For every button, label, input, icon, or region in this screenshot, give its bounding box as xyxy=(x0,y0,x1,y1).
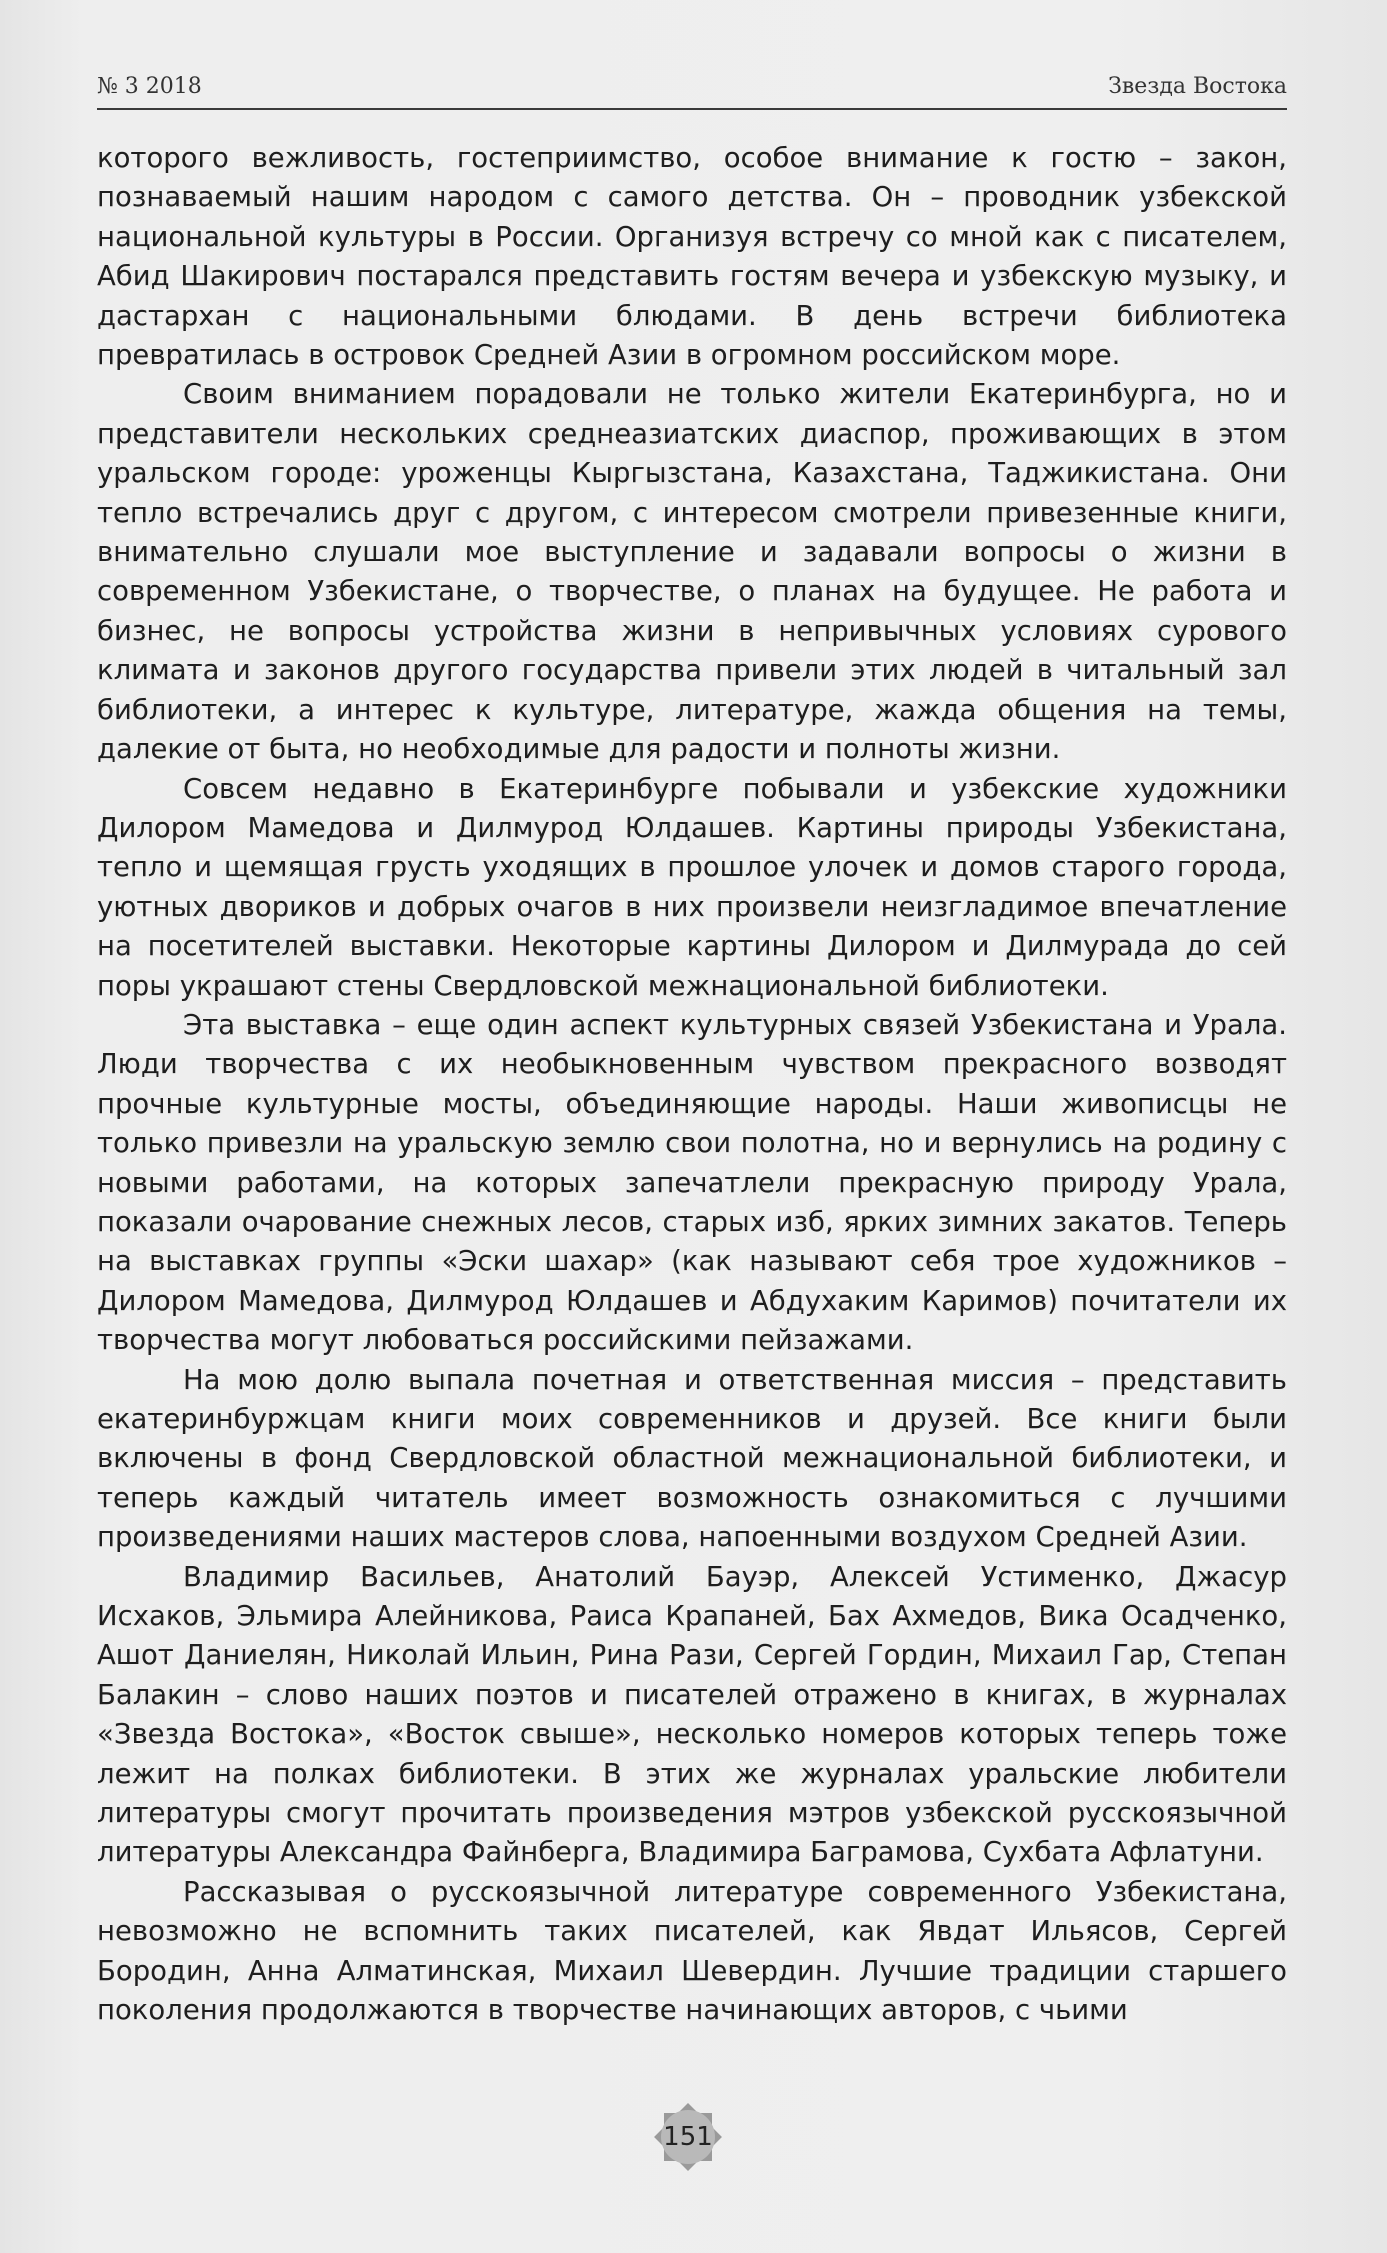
paragraph: Своим вниманием порадовали не только жители Екатеринбурга, но и представители нескольких среднеазиатских диаспор, проживающих в этом уральском городе: уроженцы Кыргызстана, Казахстана, Таджикистана. Они тепло встречались друг с другом, с интересом смотрели привезенные книги, внимательно слушали мое выступление и задавали вопросы о жизни в современном Узбекистане, о творчестве, о планах на будущее. Не работа и бизнес, не вопросы устройства жизни в непривычных условиях сурового климата и законов другого государства привели этих людей в читальный зал библиотеки, а интерес к культуре, литературе, жажда общения на темы, далекие от быта, но необходимые для радости и полноты жизни. xyxy=(97,378,1287,766)
paragraph: которого вежливость, гостеприимство, особое внимание к гостю – закон, познаваемый нашим народом с самого детства. Он – проводник узбекской национальной культуры в России. Организуя встречу со мной как с писателем, Абид Шакирович постарался представить гостям вечера и узбекскую музыку, и дастархан с национальными блюдами. В день встречи библиотека превратилась в островок Средней Азии в огромном российском море. xyxy=(97,142,1287,372)
article-body xyxy=(97,139,1287,2031)
paragraph: Совсем недавно в Екатеринбурге побывали и узбекские художники Дилором Мамедова и Дилмурод Юлдашев. Картины природы Узбекистана, тепло и щемящая грусть уходящих в прошлое улочек и домов старого города, уютных двориков и добрых очагов в них произвели неизгладимое впечатление на посетителей выставки. Некоторые картины Дилором и Дилмурада до сей поры украшают стены Свердловской межнациональной библиотеки. xyxy=(97,772,1287,1002)
journal-title: Звезда Востока xyxy=(1108,74,1287,99)
paragraph: Владимир Васильев, Анатолий Бауэр, Алексей Устименко, Джасур Исхаков, Эльмира Алейникова, Раиса Крапаней, Бах Ахмедов, Вика Осадченко, Ашот Даниелян, Николай Ильин, Рина Рази, Сергей Гордин, Михаил Гар, Степан Балакин – слово наших поэтов и писателей отражено в книгах, в журналах «Звезда Востока», «Восток свыше», несколько номеров которых теперь тоже лежит на полках библиотеки. В этих же журналах уральские любители литературы смогут прочитать произведения мэтров узбекской русскоязычной литературы Александра Файнберга, Владимира Баграмова, Сухбата Афлатуни. xyxy=(97,1560,1287,1869)
page-number: 151 xyxy=(663,2122,713,2152)
running-header xyxy=(97,68,1287,110)
paragraph: На мою долю выпала почетная и ответственная миссия – представить екатеринбуржцам книги моих современников и друзей. Все книги были включены в фонд Свердловской областной межнациональной библиотеки, и теперь каждый читатель имеет возможность ознакомиться с лучшими произведениями наших мастеров слова, напоенными воздухом Средней Азии. xyxy=(97,1363,1287,1554)
paragraph: Рассказывая о русскоязычной литературе современного Узбекистана, невозможно не вспомнить таких писателей, как Явдат Ильясов, Сергей Бородин, Анна Алматинская, Михаил Шевердин. Лучшие традиции старшего поколения продолжаются в творчестве начинающих авторов, с чьими xyxy=(97,1875,1287,2027)
issue-number: № 3 2018 xyxy=(97,74,202,99)
page-number-badge xyxy=(647,2096,729,2178)
paragraph: Эта выставка – еще один аспект культурных связей Узбекистана и Урала. Люди творчества с их необыкновенным чувством прекрасного возводят прочные культурные мосты, объединяющие народы. Наши живописцы не только привезли на уральскую землю свои полотна, но и вернулись на родину с новыми работами, на которых запечатлели прекрасную природу Урала, показали очарование снежных лесов, старых изб, ярких зимних закатов. Теперь на выставках группы «Эски шахар» (как называют себя трое художников – Дилором Мамедова, Дилмурод Юлдашев и Абдухаким Каримов) почитатели их творчества могут любоваться российскими пейзажами. xyxy=(97,1008,1287,1357)
